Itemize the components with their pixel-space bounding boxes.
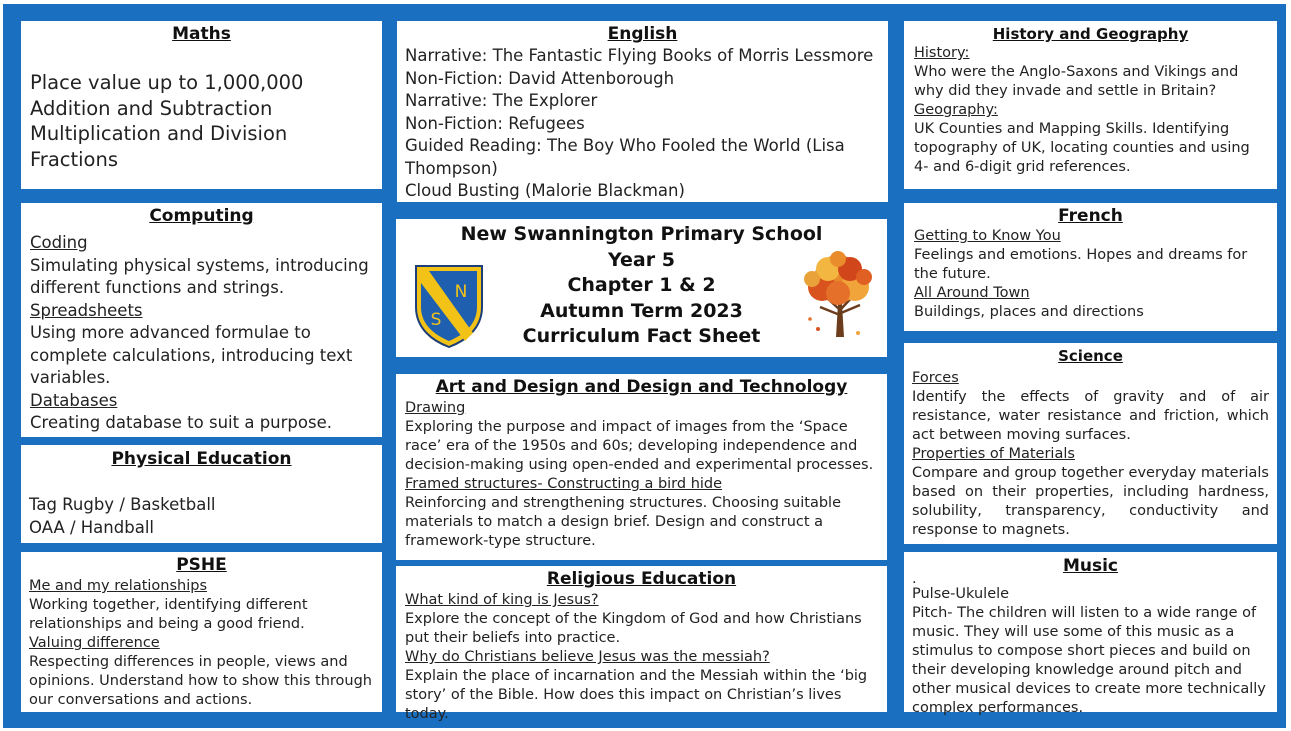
header-panel: [396, 219, 887, 357]
science-panel: [904, 343, 1277, 544]
pshe-panel: [21, 552, 382, 712]
music-title: Music: [1062, 556, 1119, 576]
science-forces-text: Identify the effects of gravity and of air resistance, water resistance and friction, which act between moving surfaces.: [912, 389, 1269, 443]
history-text: Who were the Anglo-Saxons and Vikings and why did they invade and settle in Britain?: [914, 64, 1239, 99]
fact-sheet-label: Curriculum Fact Sheet: [522, 325, 761, 347]
english-item: Non-Fiction: Refugees: [405, 113, 585, 133]
art-dt-title: Art and Design and Design and Technology: [435, 377, 848, 397]
pe-panel: [21, 445, 382, 543]
pe-title: Physical Education: [111, 449, 292, 469]
science-forces-heading: Forces: [912, 370, 959, 386]
french-title: French: [1058, 206, 1123, 226]
re-title: Religious Education: [546, 569, 737, 589]
computing-title: Computing: [149, 206, 254, 226]
term-label: Autumn Term 2023: [540, 299, 743, 322]
shield-letter-n: N: [454, 282, 468, 302]
pe-item: OAA / Handball: [29, 517, 154, 537]
pe-list: [29, 494, 374, 539]
pshe-title: PSHE: [176, 555, 227, 575]
school-name: New Swannington Primary School: [460, 223, 823, 245]
computing-spreadsheets-heading: Spreadsheets: [30, 300, 143, 320]
english-panel: [397, 21, 888, 202]
maths-panel: [21, 21, 382, 189]
french-panel: [904, 203, 1277, 331]
art-drawing-text: Exploring the purpose and impact of images from the ‘Space race’ era of the 1950s and 60s; developing independence and decision-making using open-ended and experimental processes.: [405, 419, 874, 473]
computing-databases-heading: Databases: [30, 390, 118, 410]
computing-databases-text: Creating database to suit a purpose.: [30, 413, 332, 432]
english-item: Non-Fiction: David Attenborough: [405, 68, 675, 88]
english-item: Guided Reading: The Boy Who Fooled the World (Lisa Thompson): [405, 136, 845, 178]
maths-item: Fractions: [30, 147, 118, 171]
history-heading: History:: [914, 45, 970, 61]
art-drawing-heading: Drawing: [405, 400, 466, 416]
shield-letter-s: S: [430, 310, 442, 330]
english-item: Narrative: The Fantastic Flying Books of Morris Lessmore: [405, 46, 874, 65]
chapter-label: Chapter 1 & 2: [567, 274, 716, 296]
english-list: [405, 45, 880, 203]
music-pitch-text: Pitch- The children will listen to a wide range of music. They will use some of this music as a stimulus to compose short pieces and build on their developing knowledge around pitch and other musical devices to create more technically complex performances.: [912, 605, 1266, 716]
computing-panel: [21, 203, 382, 437]
french-getting-to-know-heading: Getting to Know You: [914, 228, 1061, 244]
music-dot: .: [912, 571, 917, 587]
art-structures-heading: Framed structures- Constructing a bird hide: [405, 476, 723, 492]
french-around-town-text: Buildings, places and directions: [914, 304, 1144, 320]
english-item: Cloud Busting (Malorie Blackman): [405, 181, 685, 200]
music-panel: [904, 552, 1277, 716]
maths-list: [30, 70, 373, 172]
pshe-difference-heading: Valuing difference: [29, 635, 160, 651]
music-ukulele-text: Pulse-Ukulele: [912, 586, 1010, 602]
art-dt-panel: [396, 374, 887, 560]
science-materials-heading: Properties of Materials: [912, 446, 1075, 462]
geography-text: UK Counties and Mapping Skills. Identifying topography of UK, locating counties and using 4- and 6-digit grid references.: [914, 121, 1250, 175]
re-messiah-heading: Why do Christians believe Jesus was the messiah?: [405, 649, 770, 665]
science-materials-text: Compare and group together everyday materials based on their properties, including hardness, solubility, transparency, conductivity and response to magnets.: [912, 465, 1269, 538]
french-getting-to-know-text: Feelings and emotions. Hopes and dreams for the future.: [914, 247, 1248, 282]
re-panel: [396, 566, 887, 722]
re-king-heading: What kind of king is Jesus?: [405, 592, 599, 608]
pshe-relationships-heading: Me and my relationships: [29, 578, 208, 594]
autumn-tree-icon: [798, 249, 878, 339]
art-structures-text: Reinforcing and strengthening structures. Choosing suitable materials to match a design brief. Design and construct a framework-type structure.: [405, 495, 842, 549]
history-geography-panel: [904, 21, 1277, 189]
computing-spreadsheets-text: Using more advanced formulae to complete calculations, introducing text variables.: [30, 323, 353, 387]
year-label: Year 5: [608, 248, 675, 271]
maths-item: Place value up to 1,000,000: [30, 71, 304, 94]
english-item: Narrative: The Explorer: [405, 91, 598, 110]
re-messiah-text: Explain the place of incarnation and the Messiah within the ‘big story’ of the Bible. How does this impact on Christian’s lives today.: [405, 668, 868, 722]
science-title: Science: [1058, 347, 1123, 365]
maths-title: Maths: [172, 24, 231, 44]
pe-item: Tag Rugby / Basketball: [29, 495, 216, 514]
maths-item: Addition and Subtraction: [30, 96, 273, 120]
pshe-difference-text: Respecting differences in people, views and opinions. Understand how to show this through our conversations and actions.: [29, 654, 372, 708]
french-around-town-heading: All Around Town: [914, 285, 1030, 301]
computing-coding-heading: Coding: [30, 233, 88, 252]
re-king-text: Explore the concept of the Kingdom of God and how Christians put their beliefs into practice.: [405, 611, 862, 646]
maths-item: Multiplication and Division: [30, 122, 288, 145]
computing-coding-text: Simulating physical systems, introducing different functions and strings.: [30, 255, 369, 297]
pshe-relationships-text: Working together, identifying different relationships and being a good friend.: [29, 597, 308, 632]
history-geography-title: History and Geography: [992, 25, 1189, 43]
english-title: English: [607, 24, 678, 44]
geography-heading: Geography:: [914, 102, 998, 118]
header-text: [456, 222, 827, 350]
